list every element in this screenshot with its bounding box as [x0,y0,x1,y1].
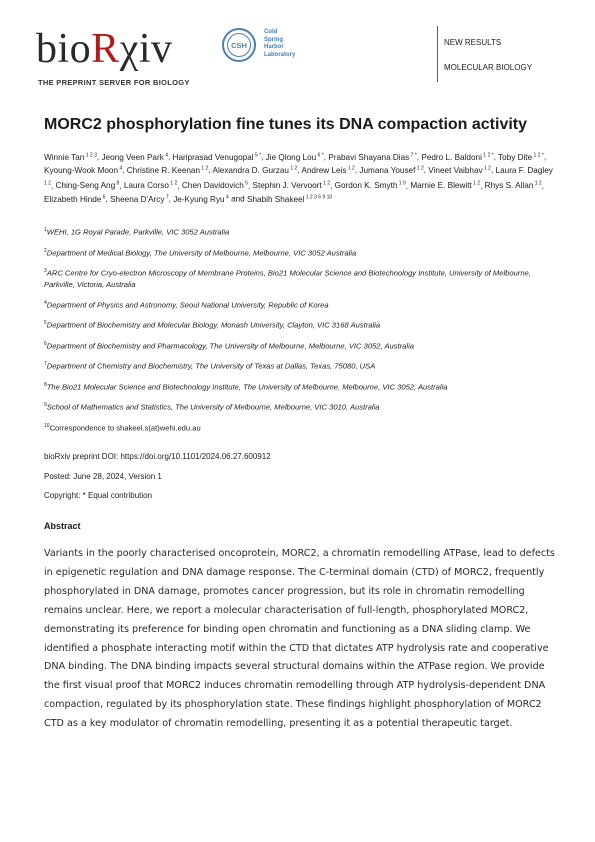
author-name: Laura Corso [123,181,169,191]
affiliation [44,298,559,311]
affiliation [44,339,559,352]
copyright-line: Copyright: * Equal contribution [44,491,153,500]
author-name: Winnie Tan [44,152,85,162]
csh-line: Cold [264,29,278,35]
author [428,166,491,175]
csh-mark: CSH [227,33,251,57]
author-name: Rhys S. Allan [484,181,534,191]
affiliation-text: Department of Biochemistry and Molecular Biology, Monash University, Clayton, VIC 3168 Australia [46,320,381,330]
author-affiliation-marks: 4 [163,152,168,158]
author-name: Prabavi Shayana Dias [328,152,410,162]
affiliation-text: The Bio21 Molecular Science and Biotechnology Institute, The University of Melbourne, Melbourne, VIC 3052, Australia [46,382,448,392]
author-affiliation-marks: 1 2 [44,180,51,187]
author-name: Shabih Shakeel [247,194,305,204]
csh-line: Harbor [264,44,284,50]
author-affiliation-marks: 1 2 [168,180,178,187]
author [328,153,417,162]
affiliation-number: 6 [44,340,47,347]
author-affiliation-marks: 6 * [316,152,324,158]
author-affiliation-marks: 1 2 * [481,152,494,158]
rubric-subject: MOLECULAR BIOLOGY [444,63,533,72]
author-name: Jeong Veen Park [101,152,164,162]
biorxiv-logo[interactable] [36,28,173,70]
preprint-meta [44,452,544,511]
author-affiliation-marks: 1 2 [321,180,331,187]
affiliation-number: 2 [44,247,47,254]
affiliation [44,359,559,372]
affiliation-text: ARC Centre for Cryo-electron Microscopy of Membrane Proteins, Bio21 Molecular Science and Biotechnology Institute, University of Melbourne, Parkville, Victoria, Australia [44,268,531,289]
author [266,153,324,162]
author-affiliation-marks: 7 [164,193,169,200]
author-affiliation-marks: 1 2 [415,165,424,172]
author [213,166,298,175]
csh-wordmark [264,29,324,59]
author-affiliation-marks: 1 2 [288,165,298,172]
affiliation-text: School of Mathematics and Statistics, The University of Melbourne, Melbourne, VIC 3010, Australia [46,402,380,412]
logo-tagline: THE PREPRINT SERVER FOR BIOLOGY [38,78,190,87]
csh-line: Spring [264,36,283,43]
logo-suffix: χiv [119,26,173,72]
author-affiliation-marks: 1 9 [397,180,406,187]
author-name: Jie Qiong Lou [265,152,317,162]
author-name: Andrew Leis [301,166,347,176]
author-name: Jumana Yousef [359,166,416,176]
author [56,181,120,190]
csh-line: Laboratory [264,51,296,58]
author-affiliation-marks: 1 2 3 6 9 10 [304,193,333,200]
author-affiliation-marks: 1 2 * [532,152,544,158]
author-name: Christine R. Keenan [126,166,201,176]
affiliation [44,380,559,393]
affiliation-text: Correspondence to shakeel.s(at)wehi.edu.au [49,423,201,433]
affiliation [44,246,559,259]
affiliation-number: 10 [44,422,50,429]
author-name: Toby Dite [498,152,533,162]
author-name: Kyoung-Wook Moon [44,166,119,176]
author-name: Sheena D'Arcy [110,194,165,204]
author [359,166,423,175]
author [301,166,354,175]
author-name: Gordon K. Smyth [334,181,398,191]
author [127,166,209,175]
affiliation-number: 3 [44,268,47,275]
author [110,195,169,204]
affiliation-number: 4 [44,299,47,306]
author-affiliation-marks: 4 [224,193,229,200]
affiliation[interactable] [44,421,559,434]
rubric-divider [437,26,438,82]
author [421,153,493,162]
author-affiliation-marks: 1 2 [346,165,355,172]
affiliation-number: 9 [44,402,47,409]
author [253,181,331,190]
affiliation [44,225,559,238]
affiliation-number: 7 [44,361,47,368]
author-name: Ching-Seng Ang [55,181,116,191]
logo-prefix: bio [36,26,92,72]
affiliation-list [44,225,559,441]
affiliation [44,318,559,331]
author-name: Alexandra D. Gurzau [212,166,289,176]
author [173,195,229,204]
doi-line[interactable]: bioRxiv preprint DOI: https://doi.org/10.1101/2024.06.27.600912 [44,452,271,461]
author-affiliation-marks: 1 2 [471,180,481,187]
author [101,153,168,162]
author-affiliation-marks: 8 [115,180,120,187]
affiliation-number: 8 [44,381,47,388]
author-name: Hariprasad Venugopal [172,152,254,162]
author-name: Marnie E. Blewitt [410,181,472,191]
author-affiliation-marks: 5 * [253,152,262,158]
author-name: Vineet Vaibhav [428,166,483,176]
paper-title: MORC2 phosphorylation fine tunes its DNA compaction activity [44,116,528,133]
rubric-new-results: NEW RESULTS [444,38,502,47]
affiliation-text: Department of Medical Biology, The University of Melbourne, Melbourne, VIC 3052 Australia [46,248,357,258]
author [485,181,542,190]
author [173,153,262,162]
logo-accent: R [91,26,120,72]
author-list: Winnie Tan $^{1 2 3}$, Jeong Veen Park $^4$, Hariprasad Venugopal $^{5 *}$, Jie Qiong Lou $^{6 *}$, Prabavi Shayana Dias $^{7 *}$, Pedro L. Baldoni $^{1 2 *}$, Toby Dite $^{1 2 *}$, Kyoung-Wook Moon $^4$, Christine R. Keenan $^{1 2}$, Alexandra D. Gurzau $^{1 2}$, Andrew Leis $^{1 2}$, Jumana Yousef $^{1 2}$, Vineet Vaibhav $^{1 2}$, Laura F. Dagley $^{1 2}$, Ching-Seng Ang $^8$, Laura Corso $^{1 2}$, Chen Davidovich $^5$, Stephin J. Vervoort $^{1 2}$, Gordon K. Smyth $^{1 9}$, Marnie E. Blewitt $^{1 2}$, Rhys S. Allan $^{1 2}$, Elizabeth Hinde $^6$, Sheena D'Arcy $^7$, Je-Kyung Ryu $^4$ and Shabih Shakeel $^{1 2 3 6 9 10}$ [44,152,553,204]
abstract-body: Variants in the poorly characterised oncoprotein, MORC2, a chromatin remodelling ATPase, lead to defects in epigenetic regulation and DNA damage response. The C-terminal domain (CTD) of MORC2, frequently phosphorylated in DNA damage, promotes cancer progression, but its role in chromatin remodelling remains unclear. Here, we report a molecular characterisation of full-length, phosphorylated MORC2, demonstrating its preference for binding open chromatin and functioning as a DNA sliding clamp. We identified a phosphate interacting motif within the CTD that dictates ATP hydrolysis rate and cooperative DNA binding. The DNA binding impacts several structural domains within the ATPase region. We provide the first visual proof that MORC2 induces chromatin remodelling through ATP hydrolysis-dependent DNA compaction, regulated by its phosphorylation state. These findings highlight phosphorylation of MORC2 CTD as a key modulator of chromatin remodelling, presenting it as a potential therapeutic target. [44,548,555,730]
author-affiliation-marks: 1 2 [533,180,542,187]
author-affiliation-marks: 4 [118,165,123,172]
author-name: Stephin J. Vervoort [252,181,322,191]
author [44,153,97,162]
author [335,181,406,190]
author-affiliation-marks: 1 2 [482,165,491,172]
affiliation-number: 1 [44,227,47,233]
author-affiliation-marks: 5 [243,180,248,187]
affiliation-text: Department of Chemistry and Biochemistry, The University of Texas at Dallas, Texas, 75080, USA [46,361,376,371]
author [182,181,248,190]
affiliation [44,266,559,290]
author [44,195,106,204]
author-affiliation-marks: 1 2 [200,165,209,172]
author-name: Chen Davidovich [181,181,244,191]
abstract-heading: Abstract [44,521,81,531]
author [498,153,544,162]
author-affiliation-marks: 6 [101,193,106,200]
author [410,181,480,190]
author-name: Pedro L. Baldoni [421,152,482,162]
author-name: Elizabeth Hinde [44,194,102,204]
affiliation-text: Department of Biochemistry and Pharmacology, The University of Melbourne, Melbourne, VIC 3052, Australia [46,341,414,351]
author [44,166,122,175]
author [124,181,177,190]
affiliation [44,400,559,413]
author-name: Je-Kyung Ryu [173,194,225,204]
affiliation-text: WEHI, 1G Royal Parade, Parkville, VIC 3052 Australia [46,227,230,237]
page-header [36,26,559,96]
csh-logo-icon [222,28,256,62]
affiliation-text: Department of Physics and Astronomy, Seoul National University, Republic of Korea [46,300,329,310]
author-affiliation-marks: 1 2 3 [84,152,97,158]
affiliation-number: 5 [44,320,47,327]
author [247,195,332,204]
author-name: Laura F. Dagley [495,166,553,176]
author-affiliation-marks: 7 * [409,152,417,158]
posted-line: Posted: June 28, 2024, Version 1 [44,471,162,481]
